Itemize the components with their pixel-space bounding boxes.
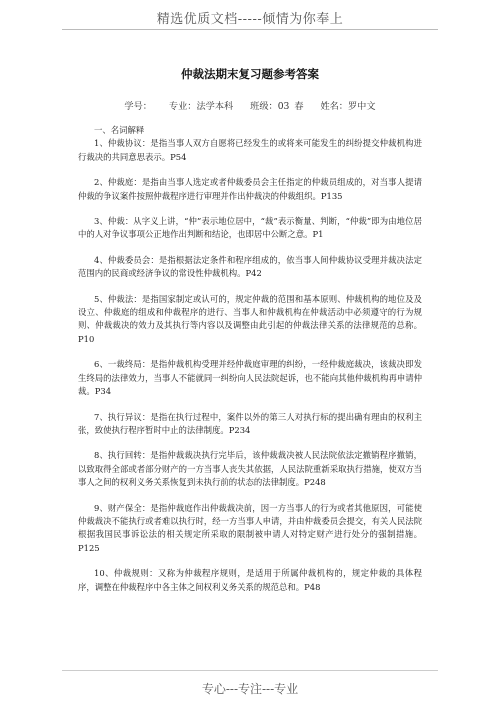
- footer-divider: [62, 670, 438, 671]
- name-label: 姓名：罗中文: [320, 101, 376, 112]
- definition-item: 7、执行异议：是指在执行过程中，案件以外的第三人对执行标的提出确有理由的权利主张，致使执行程序暂时中止的法律制度。P234: [78, 411, 422, 435]
- student-id-label: 学号：: [124, 101, 152, 112]
- class-label: 班级：03 春: [250, 101, 304, 112]
- definition-item: 2、仲裁庭：是指由当事人选定或者仲裁委员会主任指定的仲裁员组成的，对当事人提请仲裁的争议案件按照仲裁程序进行审理并作出仲裁决的仲裁组织。P135: [78, 177, 422, 201]
- header-divider: [62, 29, 438, 30]
- section-heading: 一、名词解释: [94, 125, 145, 135]
- document-title: 仲裁法期末复习题参考答案: [181, 67, 319, 81]
- definition-item: 8、执行回转：是指仲裁裁决执行完毕后，该仲裁裁决被人民法院依法定撤销程序撤销，以致取得全部或者部分财产的一方当事人丧失其依据，人民法院重新采取执行措施，使双方当事人之间的权利义务关系恢复到未执行前的状态的法律制度。P248: [78, 450, 422, 488]
- definition-item: 1、仲裁协议：是指当事人双方自愿将已经发生的或将来可能发生的纠纷提交仲裁机构进行裁决的共同意思表示。P54: [78, 138, 422, 162]
- major-label: 专业：法学本科: [168, 101, 234, 112]
- definition-item: 4、仲裁委员会：是指根据法定条件和程序组成的，依当事人间仲裁协议受理并裁决法定范围内的民商或经济争议的常设性仲裁机构。P42: [78, 254, 422, 279]
- definition-item: 3、仲裁：从字义上讲，“仲”表示地位居中，“裁”表示衡量、判断，“仲裁”即为由地位居中的人对争议事项公正地作出判断和结论，也即居中公断之意。P1: [78, 216, 422, 240]
- definition-item: 9、财产保全：是指仲裁庭作出仲裁裁决前，因一方当事人的行为或者其他原因，可能使仲裁裁决不能执行或者难以执行时，经一方当事人申请，并由仲裁委员会提交，有关人民法院根据我国民事诉讼法的相关规定所采取的限制被申请人对特定财产进行处分的强制措施。P125: [78, 502, 422, 553]
- student-info: [0, 98, 500, 112]
- definition-item: 10、仲裁规则：又称为仲裁程序规则，是适用于所属仲裁机构的，规定仲裁的具体程序，调整在仲裁程序中各主体之间权利义务关系的规范总和。P48: [78, 568, 422, 592]
- definition-item: 5、仲裁法：是指国家制定或认可的，规定仲裁的范围和基本原则、仲裁机构的地位及及设立、仲裁庭的组成和仲裁程序的进行、当事人和仲裁机构在仲裁活动中必须遵守的行为规则、仲裁裁决的效力及其执行等内容以及调整由此引起的仲裁法律关系的法律规范的总称。P10: [78, 293, 422, 344]
- document-body: [78, 124, 422, 606]
- page-header: 精选优质文档-----倾情为你奉上: [156, 12, 344, 27]
- page-footer: 专心---专注---专业: [201, 682, 299, 696]
- definition-item: 6、一裁终局：是指仲裁机构受理并经仲裁庭审理的纠纷，一经仲裁庭裁决，该裁决即发生终局的法律效力，当事人不能就同一纠纷向人民法院起诉，也不能向其他仲裁机构再申请仲裁。P34: [78, 359, 422, 397]
